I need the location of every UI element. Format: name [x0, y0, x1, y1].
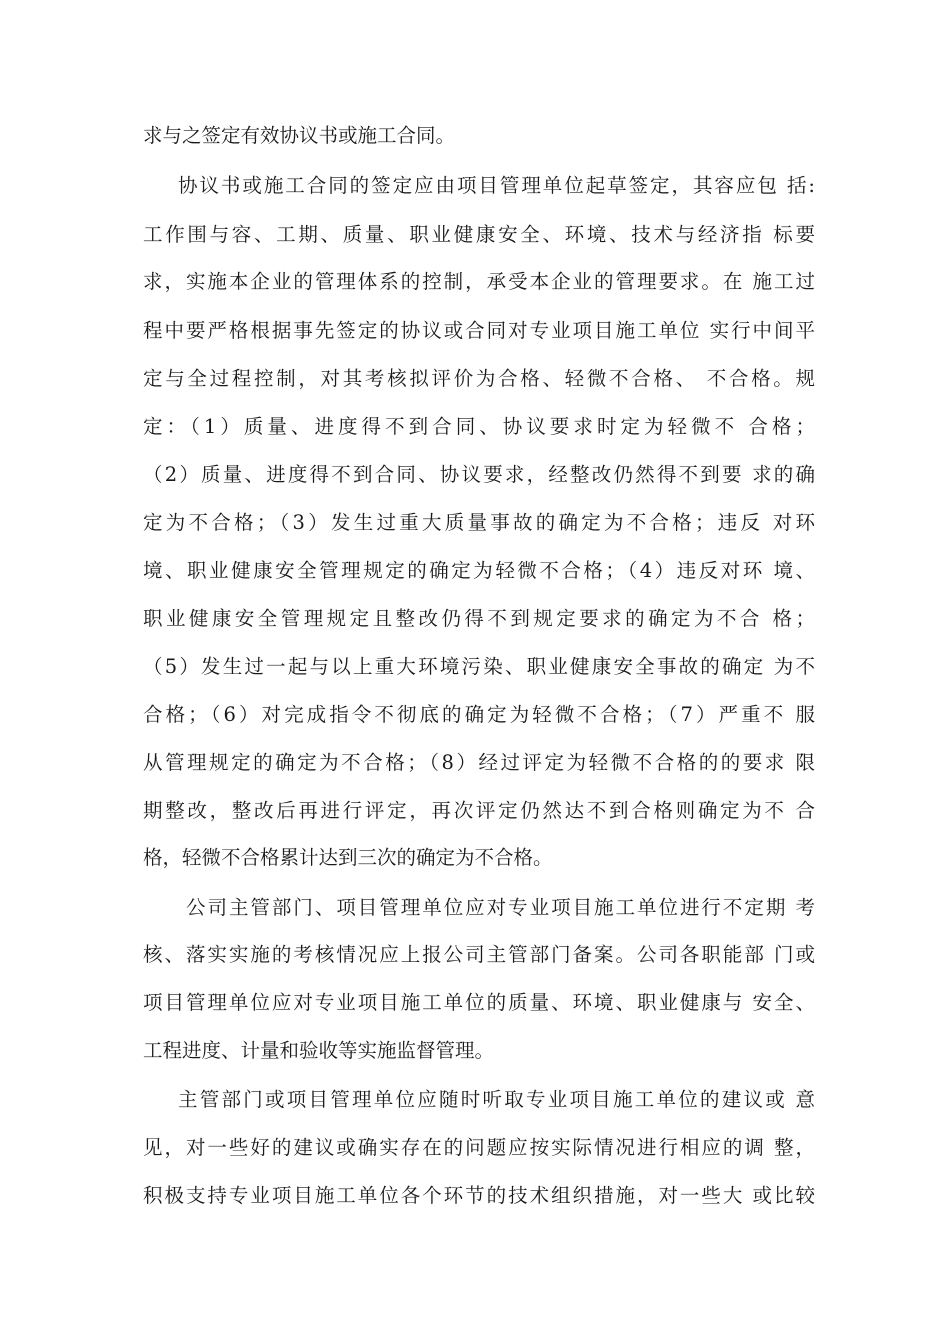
text-line: 求与之签定有效协议书或施工合同。: [143, 124, 456, 147]
text-line: 定：（1）质量、进度得不到合同、协议要求时定为轻微不 合格；: [143, 415, 815, 438]
text-line: （5）发生过一起与以上重大环境污染、职业健康安全事故的确定 为不: [143, 655, 815, 678]
text-line: 定为不合格；（3）发生过重大质量事故的确定为不合格；违反 对环: [143, 511, 815, 534]
text-line: 从管理规定的确定为不合格；（8）经过评定为轻微不合格的的要求 限: [143, 751, 815, 774]
text-line: 求，实施本企业的管理体系的控制，承受本企业的管理要求。在 施工过: [143, 270, 815, 293]
text-line: 见，对一些好的建议或确实存在的问题应按实际情况进行相应的调 整，: [143, 1136, 815, 1159]
paragraph-start-line: 协议书或施工合同的签定应由项目管理单位起草签定，其容应包 括:: [178, 174, 815, 197]
paragraph-start-line: 主管部门或项目管理单位应随时听取专业项目施工单位的建议或 意: [178, 1088, 815, 1111]
text-line: 职业健康安全管理规定且整改仍得不到规定要求的确定为不合 格；: [143, 607, 815, 630]
text-line: 项目管理单位应对专业项目施工单位的质量、环境、职业健康与 安全、: [143, 991, 815, 1014]
text-line: 期整改，整改后再进行评定，再次评定仍然达不到合格则确定为不 合: [143, 799, 815, 822]
text-line: （2）质量、进度得不到合同、协议要求，经整改仍然得不到要 求的确: [143, 463, 815, 486]
text-line: 积极支持专业项目施工单位各个环节的技术组织措施，对一些大 或比较: [143, 1184, 815, 1207]
text-line: 合格；（6）对完成指令不彻底的确定为轻微不合格；（7）严重不 服: [143, 703, 815, 726]
text-line: 定与全过程控制，对其考核拟评价为合格、轻微不合格、 不合格。规: [143, 367, 815, 390]
text-line: 格，轻微不合格累计达到三次的确定为不合格。: [143, 846, 553, 869]
text-line: 工程进度、计量和验收等实施监督管理。: [143, 1039, 495, 1062]
paragraph-start-line: 公司主管部门、项目管理单位应对专业项目施工单位进行不定期 考: [186, 896, 815, 919]
text-line: 境、职业健康安全管理规定的确定为轻微不合格；（4）违反对环 境、: [143, 559, 815, 582]
text-line: 核、落实实施的考核情况应上报公司主管部门备案。公司各职能部 门或: [143, 943, 815, 966]
text-line: 程中要严格根据事先签定的协议或合同对专业项目施工单位 实行中间平: [143, 319, 815, 342]
text-line: 工作围与容、工期、质量、职业健康安全、环境、技术与经济指 标要: [143, 223, 815, 246]
